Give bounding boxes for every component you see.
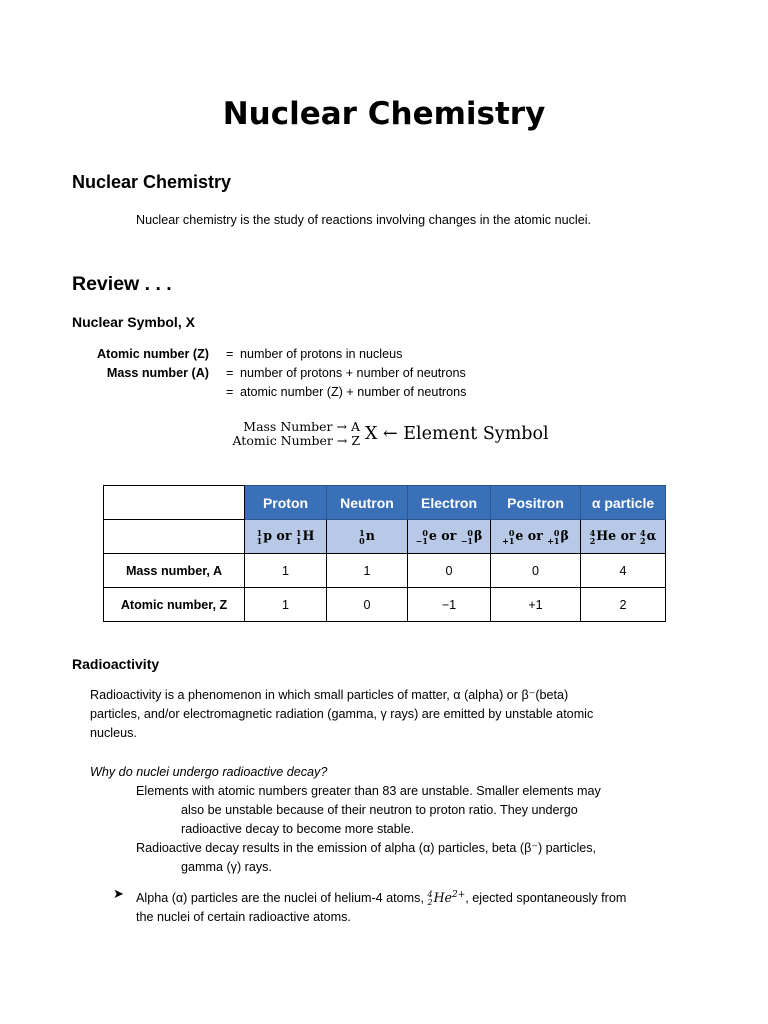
nuclide-letter: e (428, 528, 437, 544)
row-header-atomic-number: Atomic number, Z (104, 588, 245, 622)
nuclide-atomic-number: 2 (640, 535, 646, 546)
def-atomic-number: number of protons in nucleus (240, 347, 403, 361)
header-proton: Proton (245, 486, 327, 520)
nuclide-mass-number: 0 (422, 527, 428, 538)
table-cell: 0 (491, 554, 581, 588)
bullet-text-after: , ejected spontaneously from (465, 891, 627, 906)
nuclide-atomic-number: 0 (359, 535, 365, 546)
nuclide-letter: α (646, 528, 657, 544)
term-atomic-number: Atomic number (Z) (97, 347, 209, 361)
nuclide-numbers (296, 529, 302, 545)
nuclide-numbers (257, 529, 263, 545)
he-mass-number: 4 (427, 889, 433, 899)
header-alpha-particle: α particle (581, 486, 666, 520)
decay-answer-1 (136, 782, 601, 839)
nuclide-letter: β (560, 528, 569, 544)
nuclide-symbol (589, 527, 617, 546)
nuclear-notation-labels (220, 420, 360, 448)
nuclide-numbers (502, 529, 514, 545)
element-notation (365, 424, 549, 444)
symbol-cell (327, 520, 408, 554)
nuclide-numbers (590, 529, 596, 545)
nuclide-numbers (416, 529, 428, 545)
nuclide-letter: n (365, 528, 375, 544)
he-symbol: He (433, 890, 453, 906)
mass-number-label: Mass Number → (243, 419, 347, 434)
section-heading-nuclear-chemistry: Nuclear Chemistry (72, 172, 232, 192)
particle-table (103, 485, 666, 622)
answer-line: radioactive decay to become more stable. (181, 822, 415, 836)
element-symbol: X (365, 424, 378, 444)
table-cell: 1 (245, 588, 327, 622)
table-corner-cell (104, 520, 245, 554)
nuclide-atomic-number: −1 (460, 535, 473, 546)
term-mass-number: Mass number (A) (106, 366, 209, 380)
nuclide-symbol (502, 527, 524, 546)
page-title: Nuclear Chemistry (222, 96, 546, 132)
atomic-symbol: Z (351, 433, 360, 448)
symbol-connector: or (523, 528, 548, 544)
symbol-cell (245, 520, 327, 554)
symbol-connector: or (616, 528, 641, 544)
table-cell: 2 (581, 588, 666, 622)
nuclide-numbers (547, 529, 559, 545)
nuclide-letter: H (302, 528, 315, 544)
nuclide-atomic-number: 1 (295, 535, 302, 546)
bullet-line-2: the nuclei of certain radioactive atoms. (136, 910, 351, 925)
paragraph-line: Radioactivity is a phenomenon in which small particles of matter, α (alpha) or β⁻(beta) (90, 688, 569, 702)
nuclide-mass-number: 4 (589, 527, 596, 538)
header-positron: Positron (491, 486, 581, 520)
paragraph-line: particles, and/or electromagnetic radiation (gamma, γ rays) are emitted by unstable atomic (90, 707, 594, 721)
nuclide-symbol (547, 527, 569, 546)
header-electron: Electron (408, 486, 491, 520)
he-atomic-number: 2 (427, 897, 433, 907)
nuclide-letter: He (596, 528, 617, 544)
nuclide-numbers (461, 529, 473, 545)
def-mass-number: number of protons + number of neutrons (240, 366, 466, 380)
answer-line: Radioactive decay results in the emission of alpha (α) particles, beta (β⁻) particles, (136, 841, 597, 855)
nuclide-numbers (640, 529, 646, 545)
table-cell: 4 (581, 554, 666, 588)
row-header-mass-number: Mass number, A (104, 554, 245, 588)
symbol-cell (408, 520, 491, 554)
nuclide-numbers (359, 529, 365, 545)
symbol-connector: or (272, 528, 296, 544)
header-neutron: Neutron (327, 486, 408, 520)
radioactivity-paragraph (90, 686, 593, 743)
nuclide-letter: β (474, 528, 483, 544)
nuclear-symbol-heading: Nuclear Symbol, X (72, 314, 195, 330)
symbol-cell (491, 520, 581, 554)
nuclide-mass-number: 0 (508, 527, 515, 538)
eq-sign: = (226, 347, 234, 361)
decay-answer-2 (136, 839, 596, 877)
nuclide-mass-number: 1 (359, 527, 365, 538)
alpha-bullet-text (136, 886, 626, 927)
symbol-connector: or (436, 528, 461, 544)
arrow-bullet-icon: ➤ (113, 886, 124, 901)
table-corner-cell (104, 486, 245, 520)
paragraph-line: nucleus. (90, 726, 137, 740)
nuclide-mass-number: 4 (640, 527, 646, 538)
element-symbol-label: ← Element Symbol (383, 424, 549, 444)
nuclide-atomic-number: +1 (547, 535, 560, 546)
atomic-number-label: Atomic Number → (232, 433, 348, 448)
eq-sign: = (226, 366, 234, 380)
nuclide-mass-number: 1 (295, 527, 302, 538)
nuclide-symbol (295, 527, 315, 546)
bullet-text-before: Alpha (α) particles are the nuclei of helium-4 atoms, (136, 891, 428, 906)
table-cell: +1 (491, 588, 581, 622)
nuclide-letter: e (515, 528, 524, 544)
nuclide-mass-number: 1 (256, 527, 263, 538)
nuclide-atomic-number: 2 (589, 535, 596, 546)
table-cell: 0 (408, 554, 491, 588)
he-charge: 2+ (452, 890, 466, 900)
eq-sign: = (226, 385, 234, 399)
nuclide-symbol (460, 527, 483, 546)
nuclide-symbol (256, 527, 273, 546)
table-cell: 1 (245, 554, 327, 588)
table-cell: −1 (408, 588, 491, 622)
radioactivity-heading: Radioactivity (72, 656, 160, 672)
nuclide-letter: p (263, 528, 273, 544)
def-mass-number-alt: atomic number (Z) + number of neutrons (240, 385, 467, 399)
nuclide-symbol (640, 527, 657, 546)
table-cell: 1 (327, 554, 408, 588)
nuclide-mass-number: 0 (467, 527, 473, 538)
mass-symbol: A (350, 419, 360, 434)
nuclide-atomic-number: 1 (256, 535, 263, 546)
nuclide-mass-number: 0 (553, 527, 560, 538)
answer-line: also be unstable because of their neutron to proton ratio. They undergo (181, 803, 578, 817)
intro-text: Nuclear chemistry is the study of reactions involving changes in the atomic nuclei. (136, 213, 591, 227)
helium-nuclide-numbers (427, 891, 432, 907)
answer-line: gamma (γ) rays. (181, 860, 272, 874)
nuclide-symbol (359, 527, 375, 546)
nuclide-symbol (415, 527, 437, 546)
symbol-cell (581, 520, 666, 554)
nuclide-atomic-number: +1 (502, 535, 515, 546)
decay-question: Why do nuclei undergo radioactive decay? (90, 765, 328, 779)
answer-line: Elements with atomic numbers greater than 83 are unstable. Smaller elements may (136, 784, 601, 798)
section-heading-review: Review . . . (72, 273, 172, 295)
table-cell: 0 (327, 588, 408, 622)
nuclide-atomic-number: −1 (415, 535, 428, 546)
